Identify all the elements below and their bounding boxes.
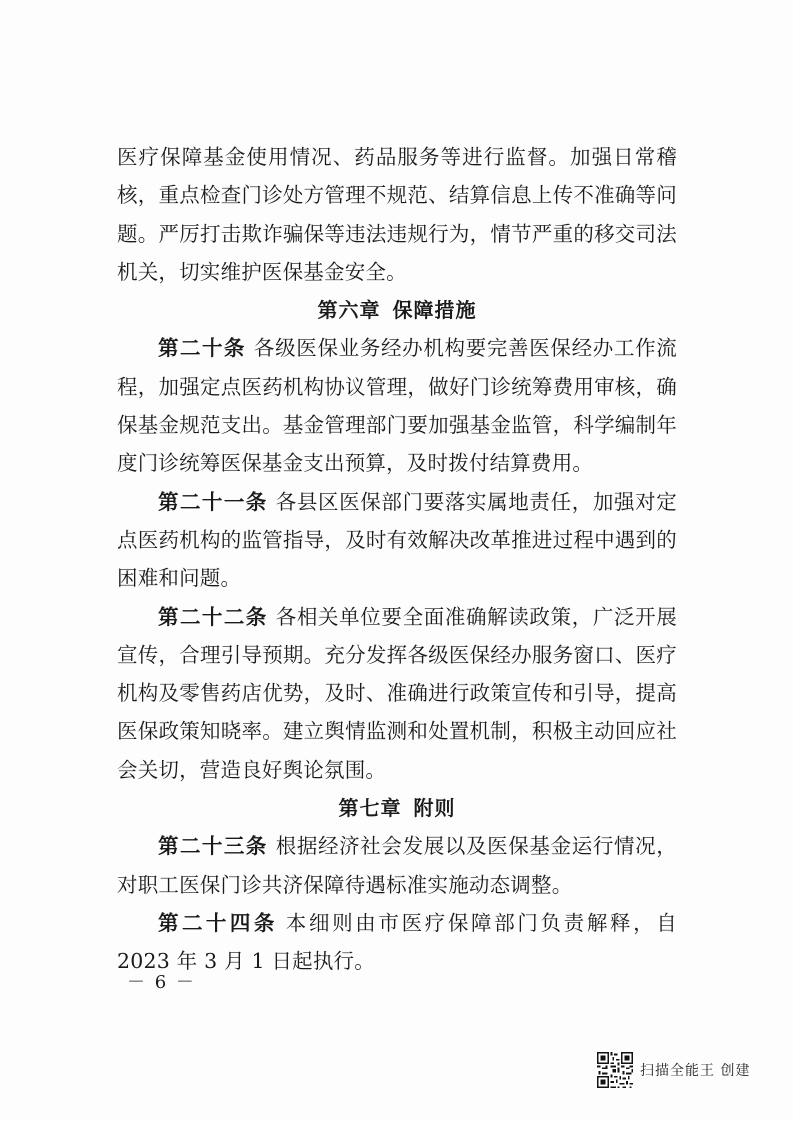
article-23: [117, 827, 677, 904]
paragraph-continuation: 医疗保障基金使用情况、药品服务等进行监督。加强日常稽核，重点检查门诊处方管理不规范、结算信息上传不准确等问题。严厉打击欺诈骗保等违法违规行为，情节严重的移交司法机关，切实维护医保基金安全。: [117, 145, 677, 284]
article-23-text: 根据经济社会发展以及医保基金运行情况，对职工医保门诊共济保障待遇标准实施动态调整。: [117, 834, 677, 897]
article-24: [117, 904, 677, 981]
article-20-text: 各级医保业务经办机构要完善医保经办工作流程，加强定点医药机构协议管理，做好门诊统筹费用审核，确保基金规范支出。基金管理部门要加强基金监管，科学编制年度门诊统筹医保基金支出预算，及时拨付结算费用。: [117, 336, 678, 476]
article-20: [117, 329, 677, 482]
article-22-text: 各相关单位要全面准确解读政策，广泛开展宣传，合理引导预期。充分发挥各级医保经办服务窗口、医疗机构及零售药店优势，及时、准确进行政策宣传和引导，提高医保政策知晓率。建立舆情监测和处置机制，积极主动回应社会关切，营造良好舆论氛围。: [117, 604, 677, 782]
article-21: [117, 483, 677, 598]
chapter-six-title: 保障措施: [392, 298, 477, 323]
article-22-label: 第二十二条: [158, 604, 268, 629]
article-22: [117, 598, 677, 789]
page-number: － 6 －: [127, 972, 196, 993]
article-21-text: 各县区医保部门要落实属地责任，加强对定点医药机构的监管指导，及时有效解决改革推进过程中遇到的困难和问题。: [117, 489, 677, 591]
article-24-label: 第二十四条: [158, 910, 278, 935]
document-body: [117, 138, 677, 981]
chapter-six-number: 第六章: [317, 298, 381, 323]
article-21-label: 第二十一条: [158, 489, 268, 514]
chapter-seven-title: 附则: [413, 796, 456, 821]
watermark-text: 扫描全能王 创建: [640, 1063, 751, 1079]
chapter-seven-number: 第七章: [338, 796, 402, 821]
qr-code-icon: [597, 1052, 633, 1088]
chapter-seven-heading: [117, 789, 677, 827]
scanner-watermark: [597, 1051, 750, 1089]
article-24-text: 本细则由市医疗保障部门负责解释，自 2023 年 3 月 1 日起执行。: [117, 910, 678, 974]
article-20-label: 第二十条: [158, 336, 246, 361]
chapter-six-heading: [117, 291, 677, 329]
article-23-label: 第二十三条: [158, 834, 268, 859]
